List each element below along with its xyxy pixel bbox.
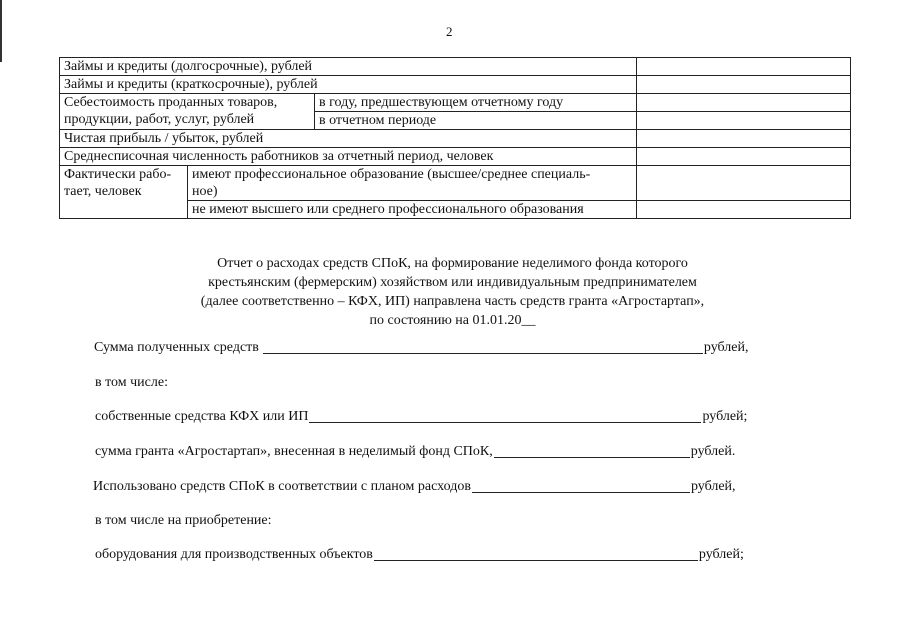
own-funds-line — [95, 408, 747, 426]
equipment-field[interactable] — [374, 546, 698, 561]
table-row — [60, 58, 851, 76]
sum-received-line — [94, 339, 749, 357]
purchase-line — [95, 512, 272, 530]
equipment-unit: рублей; — [698, 547, 744, 562]
row-headcount-label: Среднесписочная численность работников за отчетный период, человек — [60, 148, 637, 166]
row-prof-edu-line1: имеют профессиональное образование (высшее/среднее специаль- — [192, 167, 591, 182]
row-loans-long-label: Займы и кредиты (долгосрочные), рублей — [60, 58, 637, 76]
grant-label: сумма гранта «Агростартап», внесенная в неделимый фонд СПоК, — [95, 444, 493, 459]
row-prof-edu-line2: ное) — [192, 184, 218, 199]
table-row — [60, 130, 851, 148]
table-row — [60, 148, 851, 166]
row-loans-short-value[interactable] — [637, 76, 851, 94]
row-net-profit-value[interactable] — [637, 130, 851, 148]
own-funds-label: собственные средства КФХ или ИП — [95, 409, 309, 424]
row-loans-short-label: Займы и кредиты (краткосрочные), рублей — [60, 76, 637, 94]
row-actual-label-line2: тает, человек — [64, 184, 142, 199]
equipment-label: оборудования для производственных объектов — [95, 547, 373, 562]
report-title-line1: Отчет о расходах средств СПоК, на формирование неделимого фонда которого — [217, 256, 688, 271]
row-prof-edu-label — [188, 166, 637, 201]
report-title — [120, 254, 785, 330]
purchase-label: в том числе на приобретение: — [95, 513, 272, 528]
row-cost-label-line1: Себестоимость проданных товаров, — [64, 95, 278, 110]
row-prof-edu-value[interactable] — [637, 166, 851, 201]
including-line — [95, 374, 168, 392]
page-number: 2 — [446, 24, 453, 39]
report-title-line2: крестьянским (фермерским) хозяйством или индивидуальным предпринимателем — [208, 275, 697, 290]
row-actual-label-line1: Фактически рабо- — [64, 167, 172, 182]
equipment-line — [95, 546, 744, 564]
row-cost-prev-year-label: в году, предшествующем отчетному году — [315, 94, 637, 112]
grant-line — [95, 443, 735, 461]
row-cost-current-value[interactable] — [637, 112, 851, 130]
used-unit: рублей, — [690, 479, 736, 494]
used-line — [93, 478, 736, 496]
row-no-edu-label: не имеют высшего или среднего профессионального образования — [188, 201, 637, 219]
used-label: Использовано средств СПоК в соответствии с планом расходов — [93, 479, 471, 494]
row-headcount-value[interactable] — [637, 148, 851, 166]
row-loans-long-value[interactable] — [637, 58, 851, 76]
grant-field[interactable] — [494, 443, 690, 458]
sum-received-label: Сумма полученных средств — [94, 340, 259, 355]
including-label: в том числе: — [95, 375, 168, 390]
own-funds-field[interactable] — [309, 408, 701, 423]
report-title-line3: (далее соответственно – КФХ, ИП) направлена часть средств гранта «Агростартап», — [200, 294, 705, 309]
sum-received-field[interactable] — [263, 339, 703, 354]
report-title-line4: по состоянию на 01.01.20__ — [369, 313, 536, 328]
page-edge-line — [0, 0, 2, 62]
row-net-profit-label: Чистая прибыль / убыток, рублей — [60, 130, 637, 148]
grant-unit: рублей. — [690, 444, 736, 459]
sum-received-unit: рублей, — [703, 340, 749, 355]
row-cost-label-line2: продукции, работ, услуг, рублей — [64, 112, 255, 127]
row-cost-current-label: в отчетном периоде — [315, 112, 637, 130]
row-cost-label — [60, 94, 315, 130]
row-no-edu-value[interactable] — [637, 201, 851, 219]
indicators-table — [59, 57, 851, 219]
used-field[interactable] — [472, 478, 690, 493]
own-funds-unit: рублей; — [702, 409, 748, 424]
row-actual-label — [60, 166, 188, 219]
table-row — [60, 94, 851, 112]
row-cost-prev-year-value[interactable] — [637, 94, 851, 112]
table-row — [60, 76, 851, 94]
table-row — [60, 166, 851, 201]
